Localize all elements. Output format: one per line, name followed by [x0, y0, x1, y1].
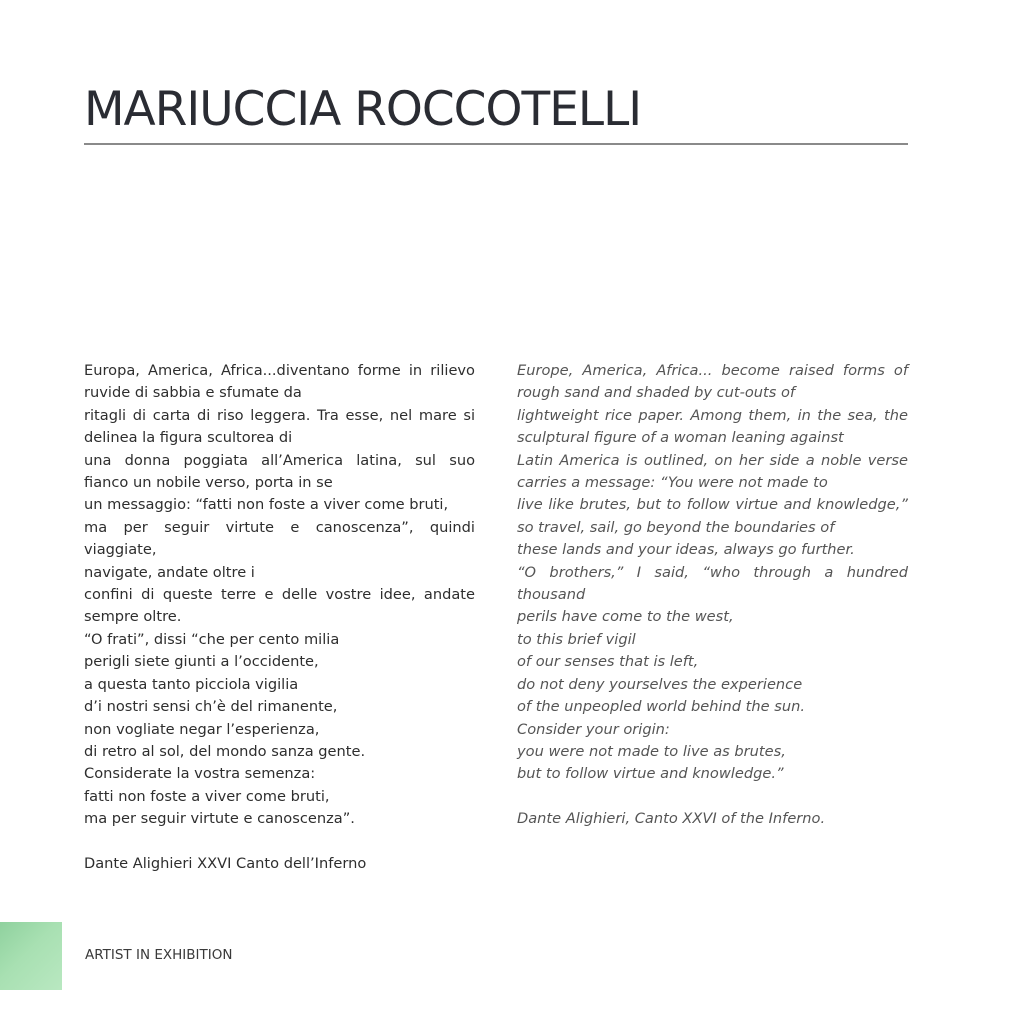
italian-line: “O frati”, dissi “che per cento milia: [84, 630, 340, 648]
italian-line: sempre oltre.: [84, 608, 182, 626]
italian-line: d’i nostri sensi ch’è del rimanente,: [84, 698, 338, 716]
italian-line: confini di queste terre e delle vostre idee, andate: [84, 586, 475, 604]
page-title: MARIUCCIA ROCCOTELLI: [84, 82, 642, 137]
english-line: sculptural figure of a woman leaning against: [517, 429, 844, 447]
paragraph-gap: [84, 831, 475, 853]
italian-attribution: Dante Alighieri XXVI Canto dell’Inferno: [84, 854, 367, 872]
italian-line: perigli siete giunti a l’occidente,: [84, 653, 319, 671]
italian-line: fianco un nobile verso, porta in se: [84, 474, 333, 492]
english-line: but to follow virtue and knowledge.”: [517, 765, 784, 783]
english-line: these lands and your ideas, always go further.: [517, 541, 855, 559]
english-line: perils have come to the west,: [517, 608, 734, 626]
footer-accent-block: [0, 922, 62, 990]
title-divider: [84, 143, 908, 145]
italian-line: Europa, America, Africa...diventano forme in rilievo: [84, 362, 475, 379]
italian-line: a questa tanto picciola vigilia: [84, 675, 299, 693]
italian-line: navigate, andate oltre i: [84, 563, 255, 581]
italian-line: non vogliate negar l’esperienza,: [84, 720, 320, 738]
italian-line: Considerate la vostra semenza:: [84, 765, 316, 783]
english-line: do not deny yourselves the experience: [517, 675, 803, 693]
english-line: rough sand and shaded by cut-outs of: [517, 384, 796, 402]
english-line: lightweight rice paper. Among them, in the sea, the: [517, 406, 908, 424]
italian-line: di retro al sol, del mondo sanza gente.: [84, 742, 366, 760]
italian-line: delinea la figura scultorea di: [84, 429, 293, 447]
english-line: Consider your origin:: [517, 720, 670, 738]
italian-text-column: [84, 360, 475, 875]
english-line: so travel, sail, go beyond the boundaries of: [517, 518, 835, 536]
english-line: Latin America is outlined, on her side a noble verse: [517, 451, 908, 469]
italian-line: ma per seguir virtute e canoscenza”.: [84, 810, 355, 828]
english-line: of our senses that is left,: [517, 653, 699, 671]
english-line: live like brutes, but to follow virtue and knowledge,”: [517, 496, 908, 514]
english-line: thousand: [517, 586, 586, 604]
footer-section-label: ARTIST IN EXHIBITION: [85, 947, 233, 963]
english-line: Europe, America, Africa... become raised forms of: [517, 362, 908, 379]
italian-line: un messaggio: “fatti non foste a viver come bruti,: [84, 496, 449, 514]
italian-line: ritagli di carta di riso leggera. Tra esse, nel mare si: [84, 406, 475, 424]
english-attribution: Dante Alighieri, Canto XXVI of the Inferno.: [517, 810, 826, 828]
italian-line: ma per seguir virtute e canoscenza”, quindi viaggiate,: [84, 518, 475, 559]
english-line: carries a message: “You were not made to: [517, 474, 828, 492]
italian-line: una donna poggiata all’America latina, sul suo: [84, 451, 475, 469]
english-line: you were not made to live as brutes,: [517, 742, 786, 760]
paragraph-gap: [517, 786, 908, 808]
english-text-column: [517, 360, 908, 831]
italian-line: fatti non foste a viver come bruti,: [84, 787, 330, 805]
english-line: to this brief vigil: [517, 630, 636, 648]
italian-line: ruvide di sabbia e sfumate da: [84, 384, 302, 402]
english-line: of the unpeopled world behind the sun.: [517, 698, 806, 716]
english-line: “O brothers,” I said, “who through a hundred: [517, 563, 908, 581]
